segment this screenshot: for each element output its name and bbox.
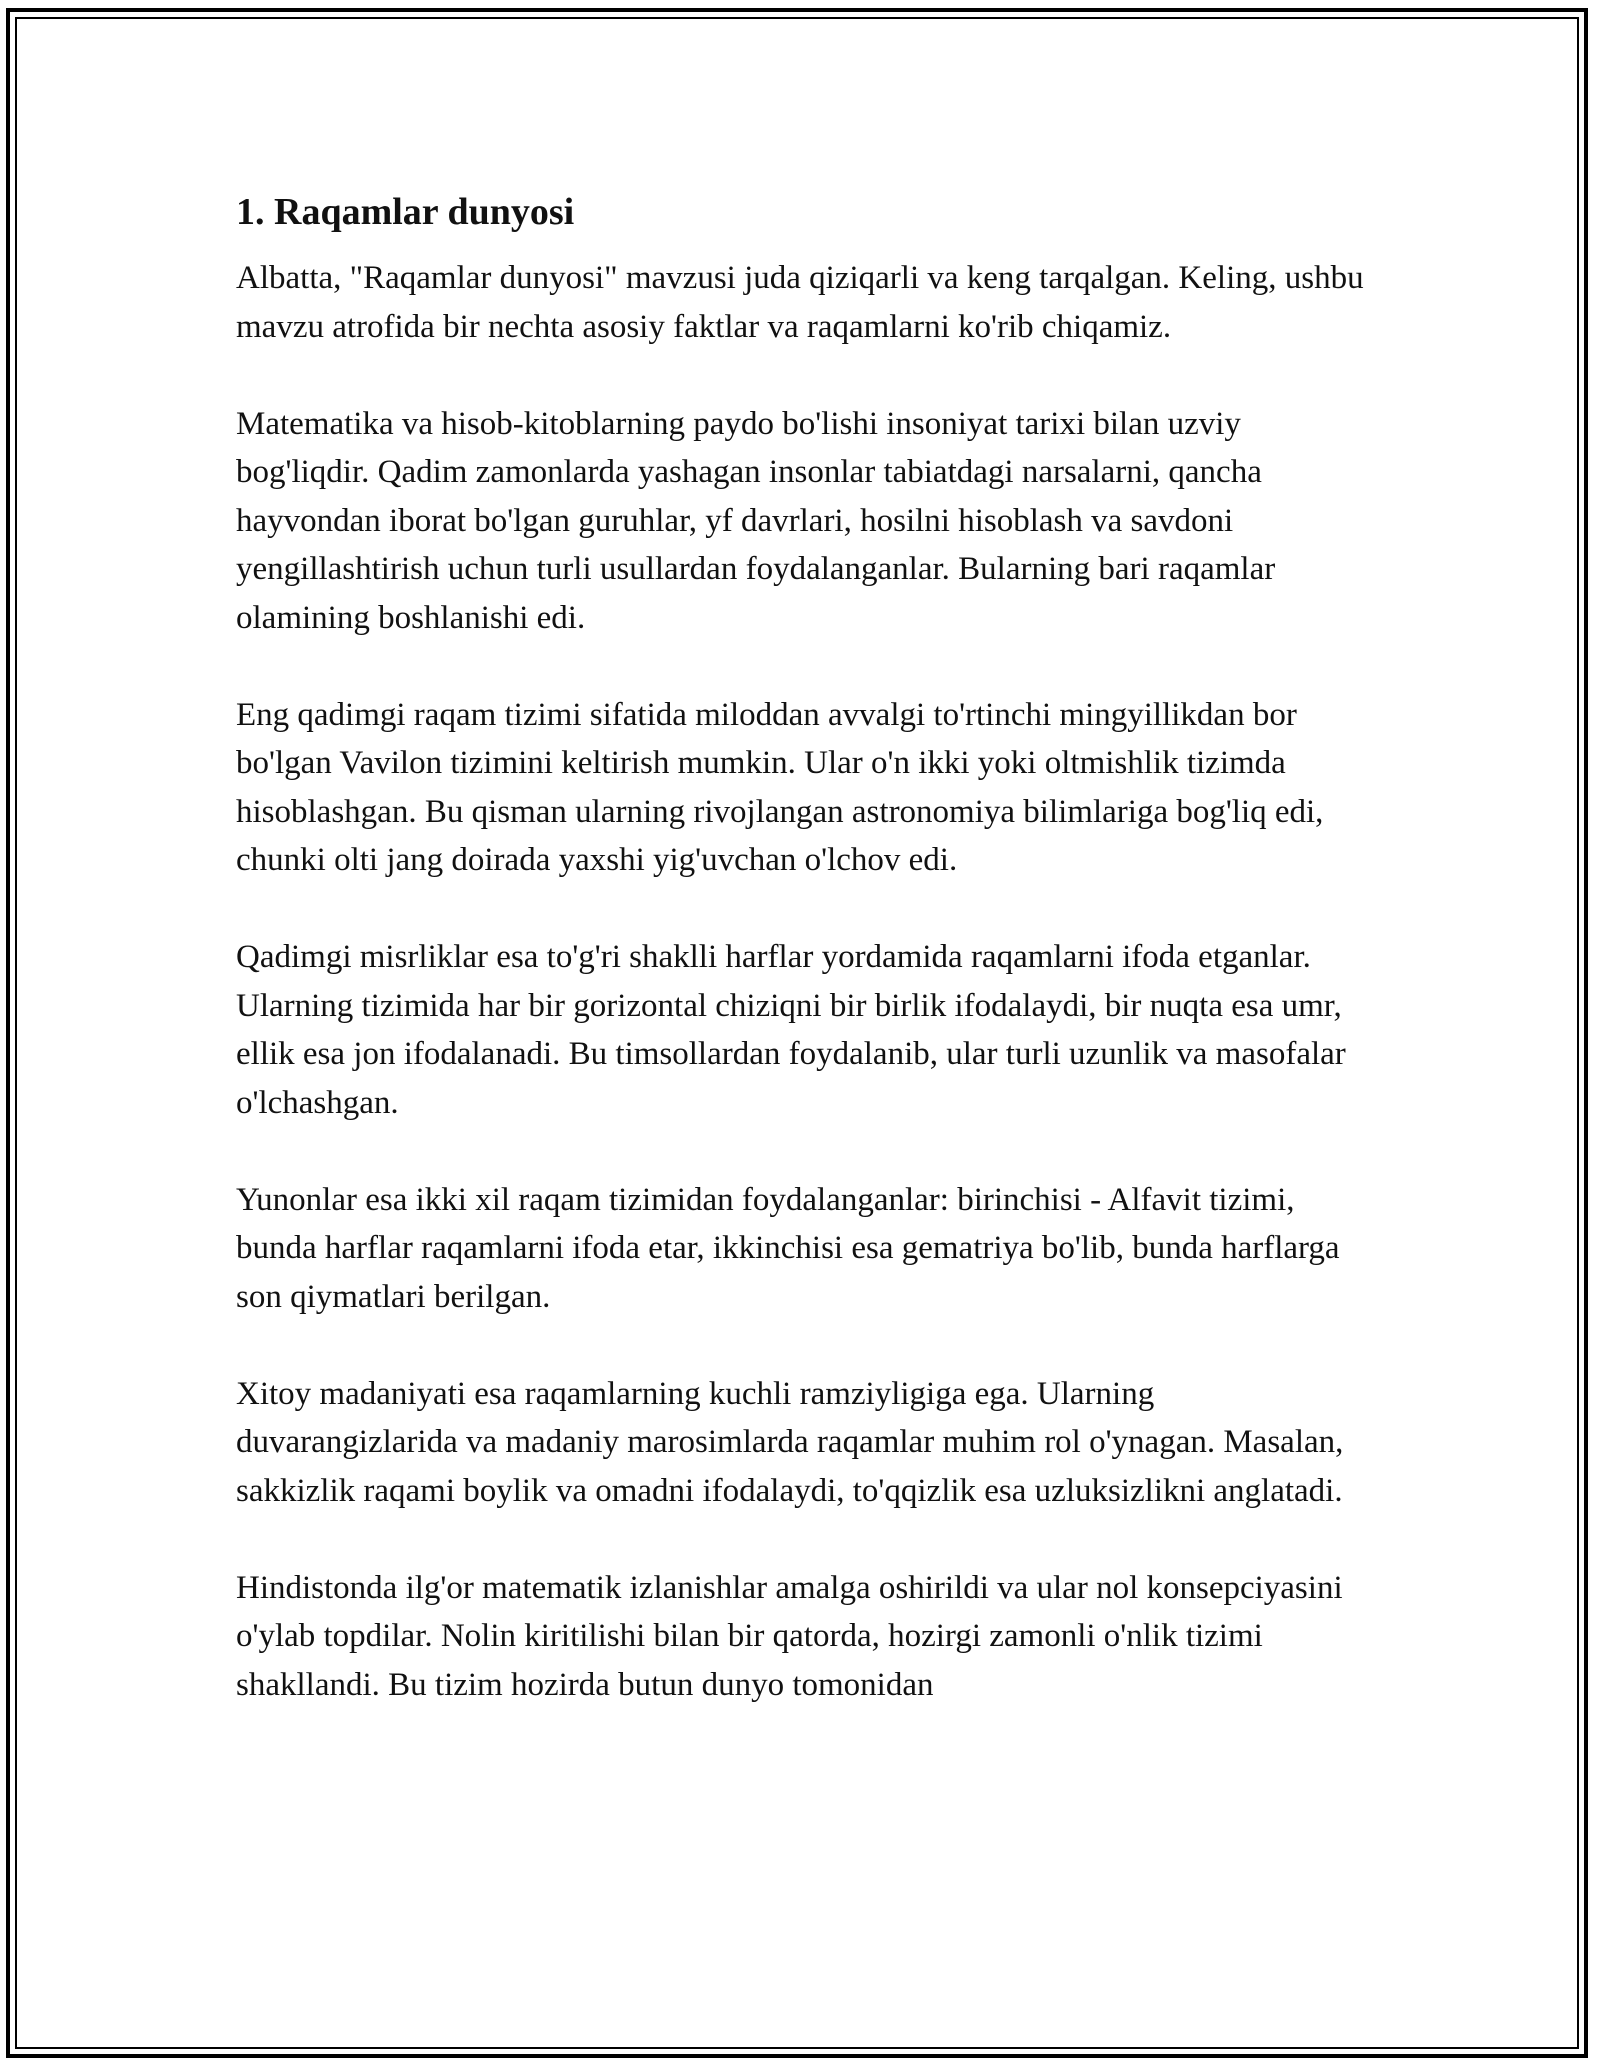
- paragraph-origins: Matematika va hisob-kitoblarning paydo bo'lishi insoniyat tarixi bilan uzviy bog'liqdir. Qadim zamonlarda yashagan insonlar tabiatdagi narsalarni, qancha hayvondan iborat bo'lgan guruhlar, yf davrlari, hosilni hisoblash va savdoni yengillashtirish uchun turli usullardan foydalanganlar. Bularning bari raqamlar olamining boshlanishi edi.: [236, 405, 1276, 636]
- paragraph-egypt: Qadimgi misrliklar esa to'g'ri shaklli harflar yordamida raqamlarni ifoda etganlar. Ularning tizimida har bir gorizontal chiziqni bir birlik ifodalaydi, bir nuqta esa umr, ellik esa jon ifodalanadi. Bu timsollardan foydalanib, ular turli uzunlik va masofalar o'lchashgan.: [236, 939, 1346, 1121]
- section-heading: 1. Raqamlar dunyosi: [236, 191, 575, 233]
- paragraph-india: Hindistonda ilg'or matematik izlanishlar amalga oshirildi va ular nol konsepciyasini o'ylab topdilar. Nolin kiritilishi bilan bir qatorda, hozirgi zamonli o'nlik tizimi shakllandi. Bu tizim hozirda butun dunyo tomonidan: [236, 1569, 1343, 1703]
- paragraph-china: Xitoy madaniyati esa raqamlarning kuchli ramziyligiga ega. Ularning duvarangizlarida va madaniy marosimlarda raqamlar muhim rol o'ynagan. Masalan, sakkizlik raqami boylik va omadni ifodalaydi, to'qqizlik esa uzluksizlikni anglatadi.: [236, 1375, 1344, 1509]
- paragraph-babylon: Eng qadimgi raqam tizimi sifatida miloddan avvalgi to'rtinchi mingyillikdan bor bo'lgan Vavilon tizimini keltirish mumkin. Ular o'n ikki yoki oltmishlik tizimda hisoblashgan. Bu qisman ularning rivojlangan astronomiya bilimlariga bog'liq edi, chunki olti jang doirada yaxshi yig'uvchan o'lchov edi.: [236, 696, 1324, 878]
- paragraph-greece: Yunonlar esa ikki xil raqam tizimidan foydalanganlar: birinchisi - Alfavit tizimi, bunda harflar raqamlarni ifoda etar, ikkinchisi esa gematriya bo'lib, bunda harflarga son qiymatlari berilgan.: [236, 1181, 1340, 1315]
- paragraph-intro: Albatta, "Raqamlar dunyosi" mavzusi juda qiziqarli va keng tarqalgan. Keling, ushbu mavzu atrofida bir nechta asosiy faktlar va raqamlarni ko'rib chiqamiz.: [236, 260, 1364, 345]
- document-body: [236, 188, 1376, 1709]
